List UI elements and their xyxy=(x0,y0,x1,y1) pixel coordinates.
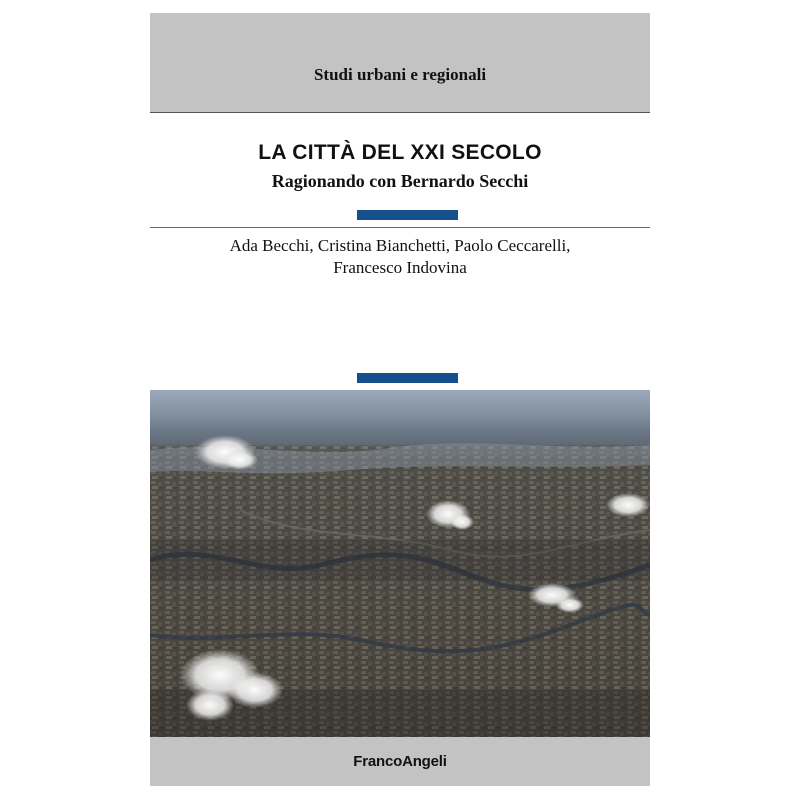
authors-line-1: Ada Becchi, Cristina Bianchetti, Paolo Ceccarelli, xyxy=(229,236,571,255)
publisher-band xyxy=(150,737,650,786)
middle-divider xyxy=(150,227,650,228)
publisher-logo: FrancoAngeli xyxy=(353,753,447,770)
accent-bar-upper xyxy=(357,210,458,220)
book-cover xyxy=(150,13,650,786)
book-subtitle: Ragionando con Bernardo Secchi xyxy=(271,171,529,191)
book-title: LA CITTÀ DEL XXI SECOLO xyxy=(258,141,542,164)
series-band xyxy=(150,13,650,113)
series-label: Studi urbani e regionali xyxy=(313,65,487,84)
authors-line-2: Francesco Indovina xyxy=(333,258,467,277)
authors-block xyxy=(150,235,650,279)
top-divider xyxy=(150,112,650,113)
accent-bar-lower xyxy=(357,373,458,383)
aerial-city-photo xyxy=(150,390,650,737)
